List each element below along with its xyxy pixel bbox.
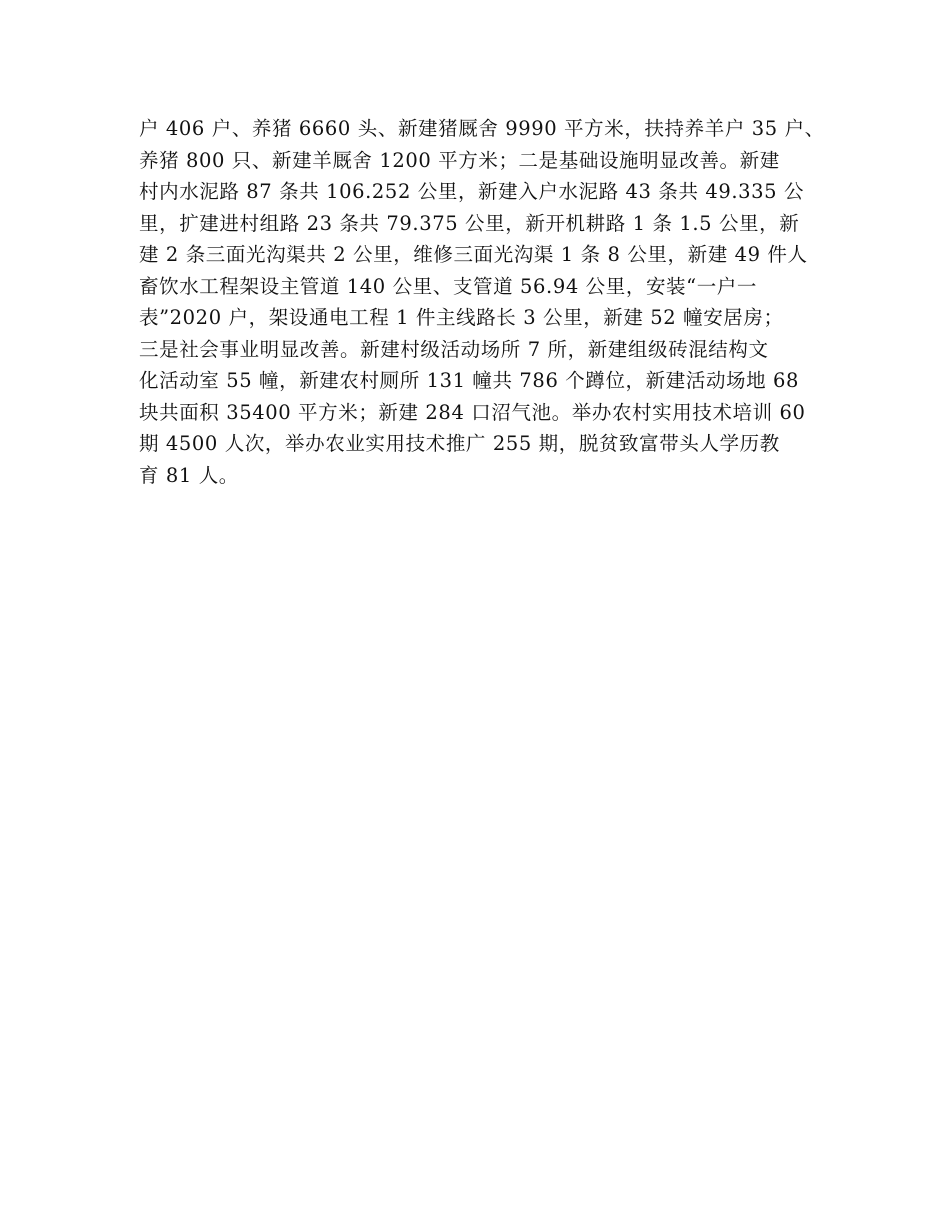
- paragraph-line: 建 2 条三面光沟渠共 2 公里，维修三面光沟渠 1 条 8 公里，新建 49 件人: [139, 243, 808, 266]
- paragraph-line: 三是社会事业明显改善。新建村级活动场所 7 所，新建组级砖混结构文: [139, 337, 769, 361]
- paragraph-line: 养猪 800 只、新建羊厩舍 1200 平方米；二是基础设施明显改善。新建: [139, 148, 780, 172]
- paragraph-line: 育 81 人。: [139, 463, 239, 487]
- paragraph-line: 化活动室 55 幢，新建农村厕所 131 幢共 786 个蹲位，新建活动场地 68: [139, 369, 800, 392]
- paragraph-line: 畜饮水工程架设主管道 140 公里、支管道 56.94 公里，安装“一户一: [139, 274, 758, 298]
- paragraph-line: 村内水泥路 87 条共 106.252 公里，新建入户水泥路 43 条共 49.335 公: [139, 180, 805, 203]
- paragraph-line: 表”2020 户，架设通电工程 1 件主线路长 3 公里，新建 52 幢安居房；: [139, 306, 784, 329]
- paragraph-line: 里，扩建进村组路 23 条共 79.375 公里，新开机耕路 1 条 1.5 公里，新: [139, 211, 800, 235]
- body-paragraph: [139, 113, 839, 491]
- paragraph-line: 块共面积 35400 平方米；新建 284 口沼气池。举办农村实用技术培训 60: [139, 400, 806, 424]
- paragraph-line: 期 4500 人次，举办农业实用技术推广 255 期，脱贫致富带头人学历教: [139, 432, 780, 455]
- paragraph-line: 户 406 户、养猪 6660 头、新建猪厩舍 9990 平方米，扶持养羊户 35 户、: [139, 117, 825, 140]
